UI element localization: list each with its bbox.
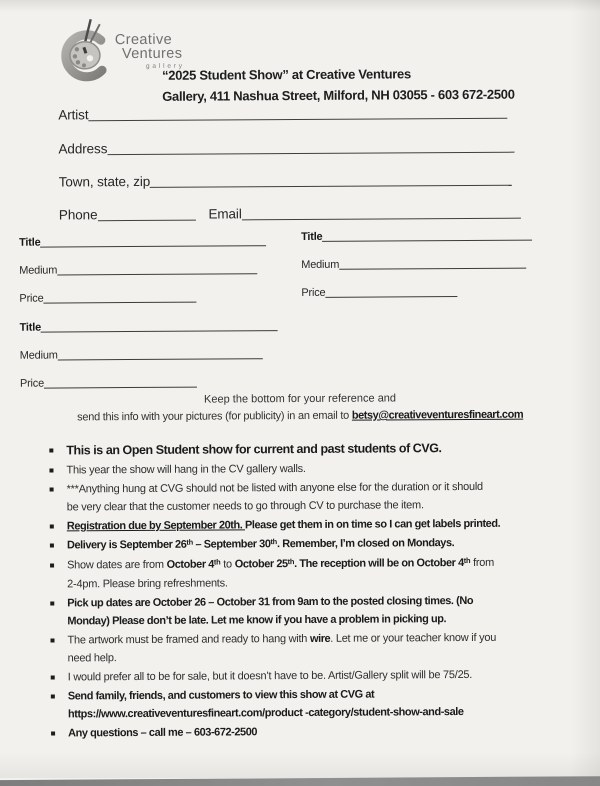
square-bullet-icon bbox=[50, 544, 54, 548]
square-bullet-icon bbox=[50, 525, 54, 529]
medium-row bbox=[19, 260, 257, 276]
list-item bbox=[51, 665, 563, 686]
town-state-zip-blank-line bbox=[150, 184, 512, 188]
bullet-text: Registration due by September 20th. Please get them in on time so I can get labels printed. bbox=[66, 517, 501, 533]
phone-label: Phone bbox=[58, 207, 98, 223]
artwork-block-2 bbox=[20, 317, 279, 403]
square-bullet-icon bbox=[50, 639, 54, 643]
artwork-block-3 bbox=[301, 227, 533, 312]
title-label: Title bbox=[19, 236, 41, 249]
list-item bbox=[50, 628, 562, 667]
square-bullet-icon bbox=[51, 732, 55, 736]
square-bullet-icon bbox=[49, 449, 53, 453]
artwork-block-1 bbox=[19, 232, 267, 318]
email-label: Email bbox=[208, 206, 242, 222]
price-label: Price bbox=[19, 377, 45, 390]
artist-row bbox=[58, 102, 507, 123]
medium-blank-line bbox=[339, 267, 526, 270]
square-bullet-icon bbox=[51, 695, 55, 699]
medium-blank-line bbox=[58, 357, 263, 360]
title-line2: Gallery, 411 Nashua Street, Milford, NH 03055 - 603 672-2500 bbox=[162, 86, 515, 104]
title-label: Title bbox=[19, 321, 42, 334]
note-line2: send this info with your pictures (for publicity) in an email to betsy@creativeventuresfineart.com bbox=[77, 408, 524, 424]
bullet-text: This is an Open Student show for current and past students of CVG. bbox=[66, 441, 442, 458]
list-item bbox=[50, 553, 562, 593]
medium-label: Medium bbox=[19, 349, 58, 362]
town-state-zip-label: Town, state, zip bbox=[58, 173, 151, 190]
note-line1: Keep the bottom for your reference and bbox=[203, 392, 397, 406]
title-blank-line bbox=[41, 244, 267, 247]
bullet-text: Send family, friends, and customers to view this show at CVG at https://www.creativeventuresfineart.com/product -category/student-show-and-sale bbox=[67, 688, 464, 721]
address-row bbox=[58, 136, 514, 157]
list-item bbox=[50, 477, 562, 516]
bullet-text: The artwork must be framed and ready to hang with wire. Let me or your teacher know if you need help. bbox=[67, 631, 497, 665]
square-bullet-icon bbox=[49, 469, 53, 473]
price-blank-line bbox=[44, 386, 197, 389]
artist-blank-line bbox=[88, 117, 507, 122]
reference-note bbox=[0, 389, 600, 427]
list-item bbox=[50, 514, 562, 535]
square-bullet-icon bbox=[51, 676, 55, 680]
list-item bbox=[49, 437, 561, 460]
list-item bbox=[51, 684, 563, 723]
paper-bottom-shadow bbox=[0, 752, 600, 778]
list-item bbox=[50, 591, 562, 630]
phone-blank-line bbox=[97, 219, 195, 222]
title-blank-line bbox=[322, 239, 532, 242]
title-row bbox=[301, 227, 532, 243]
price-blank-line bbox=[325, 295, 457, 298]
price-label: Price bbox=[19, 292, 44, 305]
title-label: Title bbox=[301, 230, 323, 243]
bullet-text: Delivery is September 26th – September 30th. Remember, I’m closed on Mondays. bbox=[66, 536, 455, 552]
logo-name-line1: Creative bbox=[114, 31, 173, 49]
price-row bbox=[19, 289, 196, 305]
medium-row bbox=[20, 345, 263, 361]
medium-label: Medium bbox=[301, 258, 340, 271]
price-blank-line bbox=[43, 301, 196, 304]
bullet-text: Show dates are from October 4th to October 25th. The reception will be on October 4th from 2-4pm. Please bring refreshments. bbox=[67, 555, 495, 591]
address-blank-line bbox=[107, 151, 514, 155]
town-state-zip-row bbox=[59, 169, 512, 190]
title-row bbox=[20, 317, 278, 334]
price-label: Price bbox=[301, 286, 326, 299]
photo-right-shade bbox=[570, 0, 600, 786]
bullet-text: Pick up dates are October 26 – October 31 from 9am to the posted closing times. (No Monday) Please don’t be late. Let me know if you have a problem in picking up. bbox=[67, 594, 474, 628]
title-row bbox=[19, 232, 266, 249]
email-blank-line bbox=[242, 217, 521, 221]
medium-label: Medium bbox=[19, 264, 58, 277]
title-line1: “2025 Student Show” at Creative Ventures bbox=[162, 66, 411, 83]
instructions-list bbox=[49, 437, 563, 743]
creative-ventures-logo-icon bbox=[54, 16, 118, 86]
list-item bbox=[50, 533, 562, 555]
address-label: Address bbox=[58, 141, 108, 157]
logo-wordmark bbox=[114, 31, 185, 70]
bullet-text: Any questions – call me – 603-672-2500 bbox=[68, 726, 258, 740]
artist-label: Artist bbox=[58, 107, 89, 123]
square-bullet-icon bbox=[50, 564, 54, 568]
price-row bbox=[20, 374, 197, 390]
bullet-text: ***Anything hung at CVG should not be listed with anyone else for the duration or it should be very clear that the customer needs to go through CV to purchase the item. bbox=[66, 480, 483, 514]
bullet-text: I would prefer all to be for sale, but it doesn’t have to be. Artist/Gallery split will be 75/25. bbox=[67, 668, 473, 684]
medium-blank-line bbox=[57, 272, 257, 275]
title-blank-line bbox=[41, 329, 278, 332]
bullet-text: This year the show will hang in the CV gallery walls. bbox=[66, 462, 306, 477]
price-row bbox=[301, 283, 457, 299]
logo-tagline: gallery bbox=[145, 62, 185, 70]
square-bullet-icon bbox=[50, 488, 54, 492]
photo-top-shade bbox=[0, 0, 600, 12]
list-item bbox=[51, 721, 563, 742]
logo-name-line2: Ventures bbox=[121, 45, 183, 62]
square-bullet-icon bbox=[50, 602, 54, 606]
list-item bbox=[49, 458, 561, 479]
phone-email-row bbox=[59, 202, 521, 223]
document-title bbox=[162, 63, 594, 107]
medium-row bbox=[301, 255, 526, 271]
